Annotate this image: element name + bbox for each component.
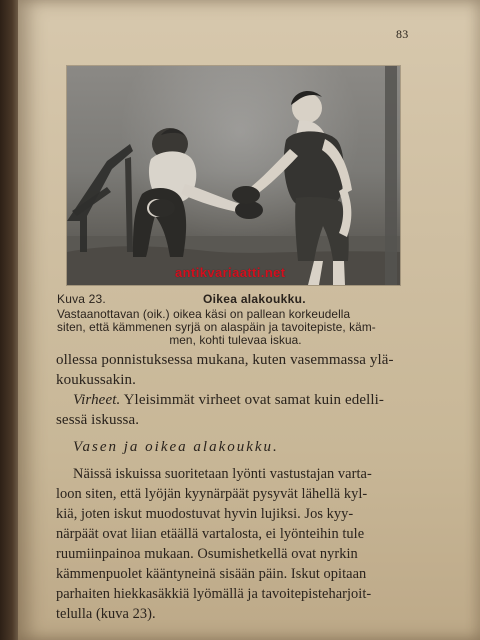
boxing-photo: [67, 66, 400, 285]
figure-caption-text: [57, 308, 414, 347]
body2-line-8: telulla (kuva 23).: [56, 606, 156, 622]
body-line-3: [56, 390, 422, 410]
body2-line-6: kämmenpuolet kääntyneinä sisään päin. Iskut opitaan: [56, 566, 367, 582]
body2-line-4: närpäät ovat liian etäällä vartalosta, ei lyönteihin tule: [56, 526, 365, 542]
body-line-2: koukussakin.: [56, 372, 136, 388]
body2-line-2: loon siten, että lyöjän kyynärpäät pysyvät lähellä kyl-: [56, 486, 368, 502]
body-text-block-1: [56, 350, 422, 430]
caption-line-3: men, kohti tulevaa iskua.: [169, 333, 302, 347]
body2-line-7: parhaiten hiekkasäkkiä lyömällä ja tavoitepisteharjoit-: [56, 586, 372, 602]
body2-line-3: kiä, joten iskut muodostuvat hyvin lujiksi. Jos kyy-: [56, 506, 354, 522]
figure-title: Oikea alakoukku.: [203, 292, 306, 306]
body2-line-1: Näissä iskuissa suoritetaan lyönti vastustajan varta-: [73, 466, 372, 482]
watermark: antikvariaatti.net: [175, 265, 286, 280]
error-label: Virheet.: [73, 392, 121, 408]
caption-line-2: siten, että kämmenen syrjä on alaspäin ja tavoitepiste, käm-: [57, 320, 376, 334]
section-subheading: Vasen ja oikea alakoukku.: [73, 439, 279, 455]
page-number: 83: [396, 27, 409, 41]
figure-caption-heading: [57, 292, 409, 308]
caption-line-1: Vastaanottavan (oik.) oikea käsi on pallean korkeudella: [57, 307, 351, 321]
book-page: [18, 0, 480, 640]
figure-number: Kuva 23.: [57, 292, 106, 306]
body-line-4: sessä iskussa.: [56, 412, 140, 428]
error-text: Yleisimmät virheet ovat samat kuin edelli-: [120, 392, 385, 408]
body-text-block-2: [56, 464, 434, 624]
body-line-1: ollessa ponnistuksessa mukana, kuten vasemmassa ylä-: [56, 352, 394, 368]
body2-line-5: ruumiinpainoa mukaan. Osumishetkellä ovat nyrkin: [56, 546, 358, 562]
